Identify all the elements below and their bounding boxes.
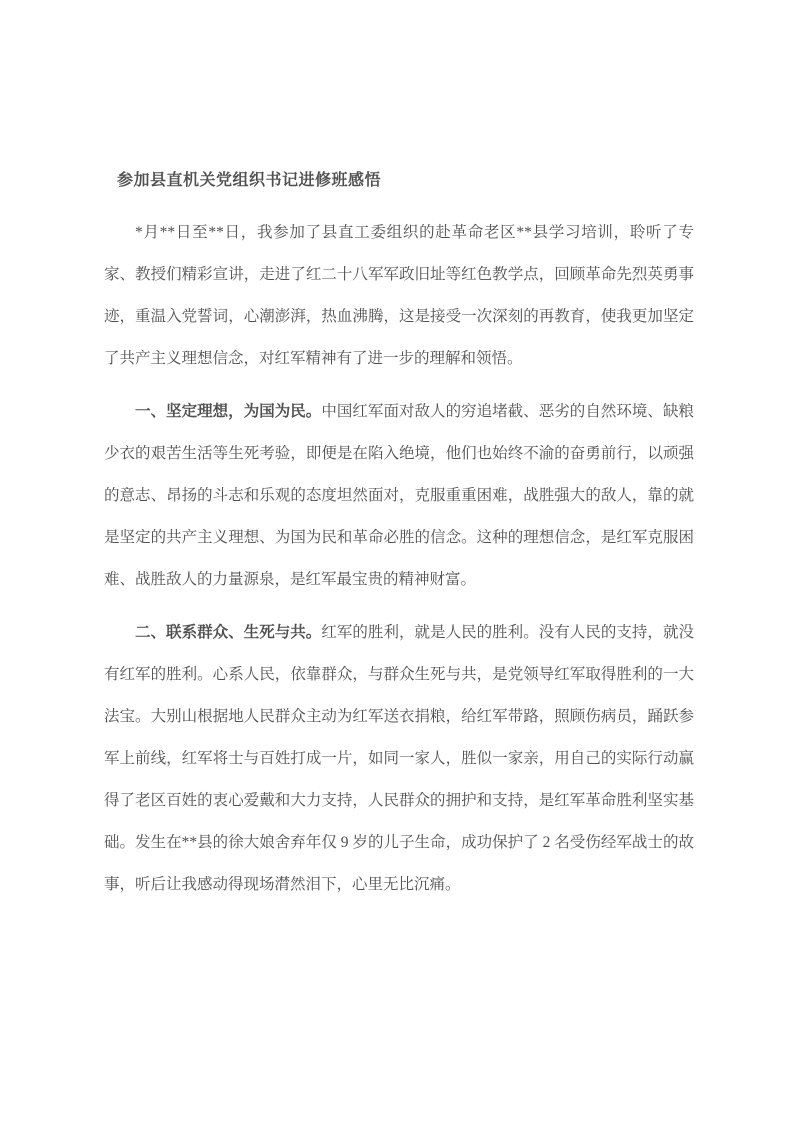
paragraph-text: *月**日至**日，我参加了县直工委组织的赴革命老区**县学习培训，聆听了专家、教授们精彩宣讲，走进了红二十八军军政旧址等红色教学点，回顾革命先烈英勇事迹，重温入党誓词，心潮澎湃，热血沸腾，这是接受一次深刻的再教育，使我更加坚定了共产主义理想信念，对红军精神有了进一步的理解和领悟。 (104, 224, 694, 367)
paragraph-lead: 二、联系群众、生死与共。 (135, 624, 322, 641)
paragraph-lead: 一、坚定理想，为国为民。 (135, 403, 322, 420)
paragraph-text: 中国红军面对敌人的穷追堵截、恶劣的自然环境、缺粮少衣的艰苦生活等生死考验，即便是在陷入绝境，他们也始终不渝的奋勇前行，以顽强的意志、昂扬的斗志和乐观的态度坦然面对，克服重重困难，战胜强大的敌人，靠的就是坚定的共产主义理想、为国为民和革命必胜的信念。这种的理想信念，是红军克服困难、战胜敌人的力量源泉，是红军最宝贵的精神财富。 (104, 403, 694, 588)
document-title: 参加县直机关党组织书记进修班感悟 (117, 172, 382, 189)
document-body (104, 212, 694, 906)
paragraph (104, 391, 694, 601)
paragraph (104, 612, 694, 906)
paragraph (104, 212, 694, 380)
paragraph-text: 红军的胜利，就是人民的胜利。没有人民的支持，就没有红军的胜利。心系人民，依靠群众，与群众生死与共，是党领导红军取得胜利的一大法宝。大别山根据地人民群众主动为红军送衣捐粮，给红军带路，照顾伤病员，踊跃参军上前线，红军将士与百姓打成一片，如同一家人，胜似一家亲，用自己的实际行动赢得了老区百姓的衷心爱戴和大力支持，人民群众的拥护和支持，是红军革命胜利坚实基础。发生在**县的徐大娘舍弃年仅 9 岁的儿子生命，成功保护了 2 名受伤经军战士的故事，听后让我感动得现场潸然泪下，心里无比沉痛。 (104, 624, 694, 893)
document-content (104, 160, 694, 917)
